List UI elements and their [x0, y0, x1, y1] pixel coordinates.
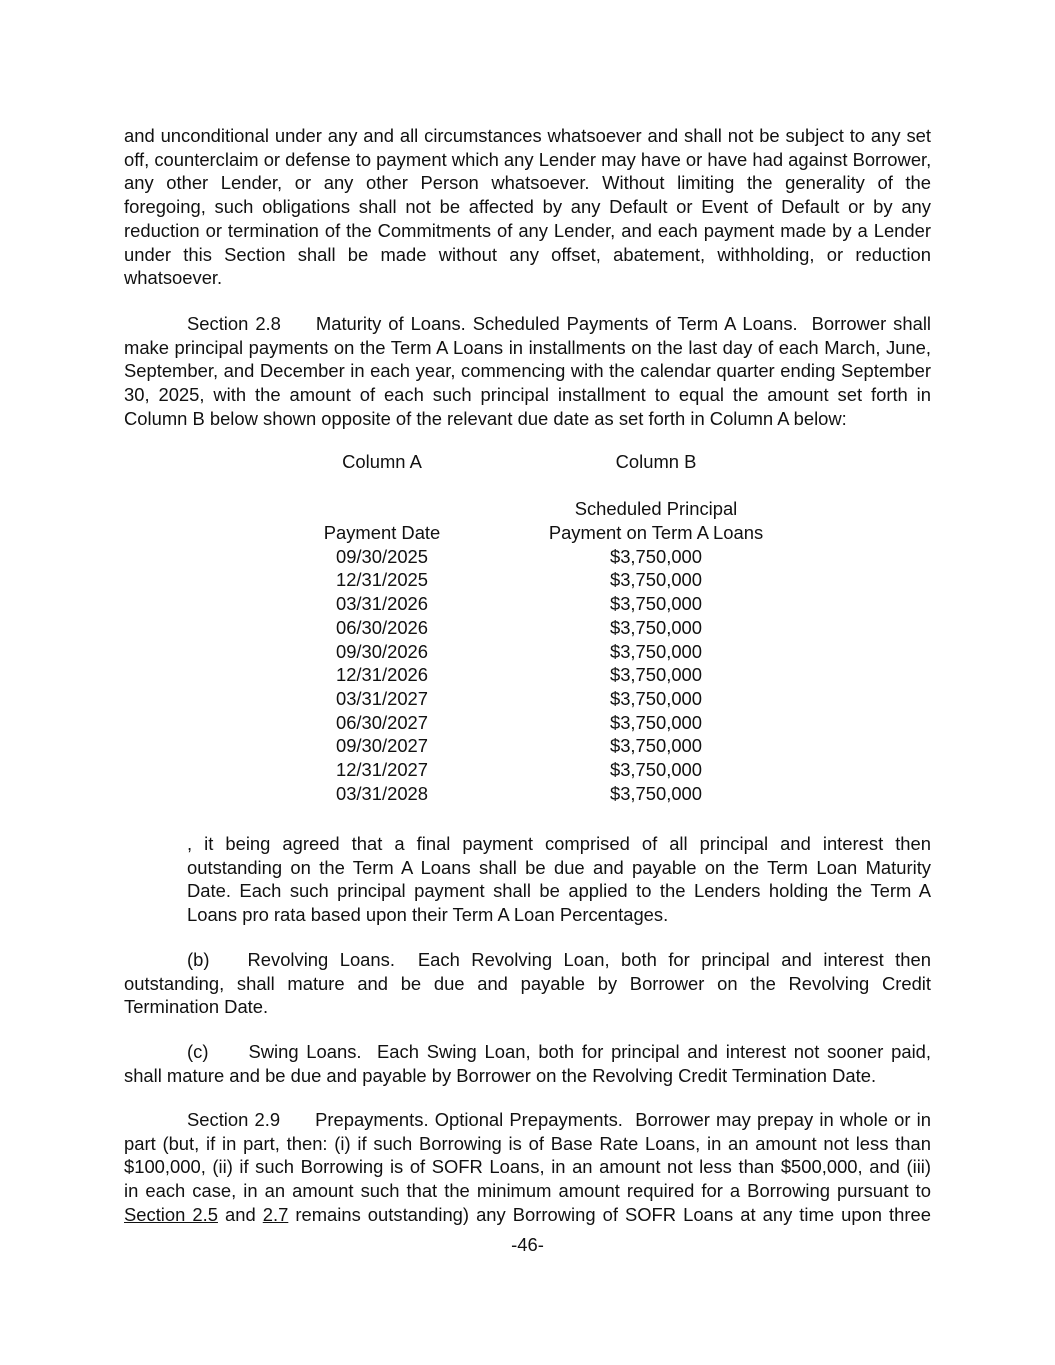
- payment-date-cell: 12/31/2027: [335, 758, 429, 780]
- intro-line-1: and unconditional under any and all circumstances whatsoever and shall not be subject to any set: [124, 125, 931, 146]
- final-payment-paragraph: [187, 832, 931, 927]
- payment-dates: [282, 545, 482, 806]
- section-2-9-line-2: part (but, if in part, then: (i) if such Borrowing is of Base Rate Loans, in an amount not less than: [124, 1132, 931, 1154]
- para-b-first-line-rest: Each Revolving Loan, both for principal and interest then: [417, 949, 931, 970]
- section-2-9-line-5-rest: remains outstanding) any Borrowing of SOFR Loans at any time upon three: [295, 1203, 931, 1225]
- section-2-7-link[interactable]: 2.7: [262, 1203, 289, 1225]
- section-2-9-line-3: $100,000, (ii) if such Borrowing is of SOFR Loans, in an amount not less than $500,000, and (iii): [124, 1156, 931, 1178]
- column-b-header-line2: Payment on Term A Loans: [548, 522, 764, 544]
- section-2-9-first-line-rest: Borrower may prepay in whole or in: [635, 1109, 931, 1130]
- para-b-heading: Revolving Loans.: [247, 949, 395, 970]
- section-2-8-paragraph: [124, 312, 931, 431]
- column-a-title: Column A: [342, 451, 422, 472]
- payment-amount-cell: $3,750,000: [609, 664, 703, 686]
- section-2-9-paragraph: [124, 1108, 931, 1227]
- payment-amount-cell: $3,750,000: [609, 640, 703, 662]
- payment-amount-cell: $3,750,000: [609, 735, 703, 757]
- intro-line-2: off, counterclaim or defense to payment which any Lender may have or have had against Borrower,: [124, 148, 932, 170]
- payment-amount-cell: $3,750,000: [609, 593, 703, 615]
- payment-date-cell: 06/30/2027: [335, 711, 429, 733]
- para-c-first-line-rest: Each Swing Loan, both for principal and interest not sooner paid,: [377, 1041, 931, 1062]
- payment-date-cell: 12/31/2026: [335, 664, 429, 686]
- para-b-line-3: Termination Date.: [124, 996, 269, 1018]
- para-b-label: (b): [187, 949, 210, 970]
- payment-date-cell: 09/30/2026: [335, 640, 429, 662]
- payment-date-cell: 12/31/2025: [335, 569, 429, 591]
- payment-date-cell: 06/30/2026: [335, 616, 429, 638]
- column-b-header-line1: Scheduled Principal: [574, 498, 738, 520]
- section-2-8-number: Section 2.8: [187, 313, 281, 334]
- para-c-label: (c): [187, 1041, 209, 1062]
- payment-date-cell: 03/31/2028: [335, 782, 429, 804]
- para-b-line-2: outstanding, shall mature and be due and payable by Borrower on the Revolving Credit: [124, 972, 931, 994]
- column-a-header: Payment Date: [323, 522, 441, 544]
- section-2-8-line-2: make principal payments on the Term A Loans in installments on the last day of each March, June,: [124, 336, 931, 358]
- payment-date-cell: 09/30/2027: [335, 735, 429, 757]
- column-a: [282, 450, 482, 805]
- payment-amount-cell: $3,750,000: [609, 616, 703, 638]
- payment-amount-cell: $3,750,000: [609, 711, 703, 733]
- payment-amounts: [506, 545, 806, 806]
- intro-line-7: whatsoever.: [124, 267, 223, 289]
- final-payment-line-2: outstanding on the Term A Loans shall be due and payable on the Term Loan Maturity: [187, 856, 931, 878]
- para-c-line-2: shall mature and be due and payable by Borrower on the Revolving Credit Termination Date.: [124, 1064, 877, 1086]
- column-b: [506, 450, 806, 805]
- final-payment-line-3: Date. Each such principal payment shall be applied to the Lenders holding the Term A: [187, 880, 931, 902]
- payment-amount-cell: $3,750,000: [609, 569, 703, 591]
- para-b-first-line: [124, 948, 931, 972]
- section-2-8-heading: Maturity of Loans. Scheduled Payments of Term A Loans.: [315, 313, 798, 334]
- final-payment-line-1: , it being agreed that a final payment comprised of all principal and interest then: [187, 833, 931, 854]
- para-c-first-line: [124, 1040, 931, 1064]
- section-2-9-line-4: in each case, in an amount such that the minimum amount required for a Borrowing pursuant to: [124, 1180, 931, 1202]
- column-b-title: Column B: [615, 451, 697, 472]
- para-c-heading: Swing Loans.: [248, 1041, 362, 1062]
- payment-amount-cell: $3,750,000: [609, 687, 703, 709]
- payment-date-cell: 03/31/2027: [335, 687, 429, 709]
- revolving-loans-paragraph: [124, 948, 931, 1019]
- payment-amount-cell: $3,750,000: [609, 782, 703, 804]
- section-2-8-line-3: September, and December in each year, commencing with the calendar quarter ending September: [124, 360, 931, 382]
- and-word: and: [225, 1203, 256, 1225]
- section-2-8-line-5: Column B below shown opposite of the relevant due date as set forth in Column A below:: [124, 407, 847, 429]
- section-2-9-heading: Prepayments. Optional Prepayments.: [315, 1109, 623, 1130]
- section-2-8-first-line: [124, 312, 931, 336]
- section-2-5-link[interactable]: Section 2.5: [124, 1203, 218, 1225]
- intro-line-3: any other Lender, or any other Person whatsoever. Without limiting the generality of the: [124, 172, 931, 194]
- intro-paragraph: [124, 124, 931, 290]
- payment-amount-cell: $3,750,000: [609, 758, 703, 780]
- intro-line-6: under this Section shall be made without any offset, abatement, withholding, or reduction: [124, 243, 931, 265]
- payment-amount-cell: $3,750,000: [609, 545, 703, 567]
- intro-line-5: reduction or termination of the Commitments of any Lender, and each payment made by a Lender: [124, 219, 931, 241]
- intro-line-4: foregoing, such obligations shall not be affected by any Default or Event of Default or by any: [124, 196, 931, 218]
- section-2-8-line-4: 30, 2025, with the amount of each such principal installment to equal the amount set forth in: [124, 384, 931, 406]
- section-2-9-first-line: [124, 1108, 931, 1132]
- section-2-8-first-line-rest: Borrower shall: [811, 313, 931, 334]
- payment-date-cell: 03/31/2026: [335, 593, 429, 615]
- section-2-9-line-5: [124, 1203, 931, 1227]
- final-payment-line-4: Loans pro rata based upon their Term A Loan Percentages.: [187, 904, 669, 926]
- page-number: -46-: [511, 1234, 544, 1255]
- swing-loans-paragraph: [124, 1040, 931, 1087]
- payment-date-cell: 09/30/2025: [335, 545, 429, 567]
- section-2-9-number: Section 2.9: [187, 1109, 281, 1130]
